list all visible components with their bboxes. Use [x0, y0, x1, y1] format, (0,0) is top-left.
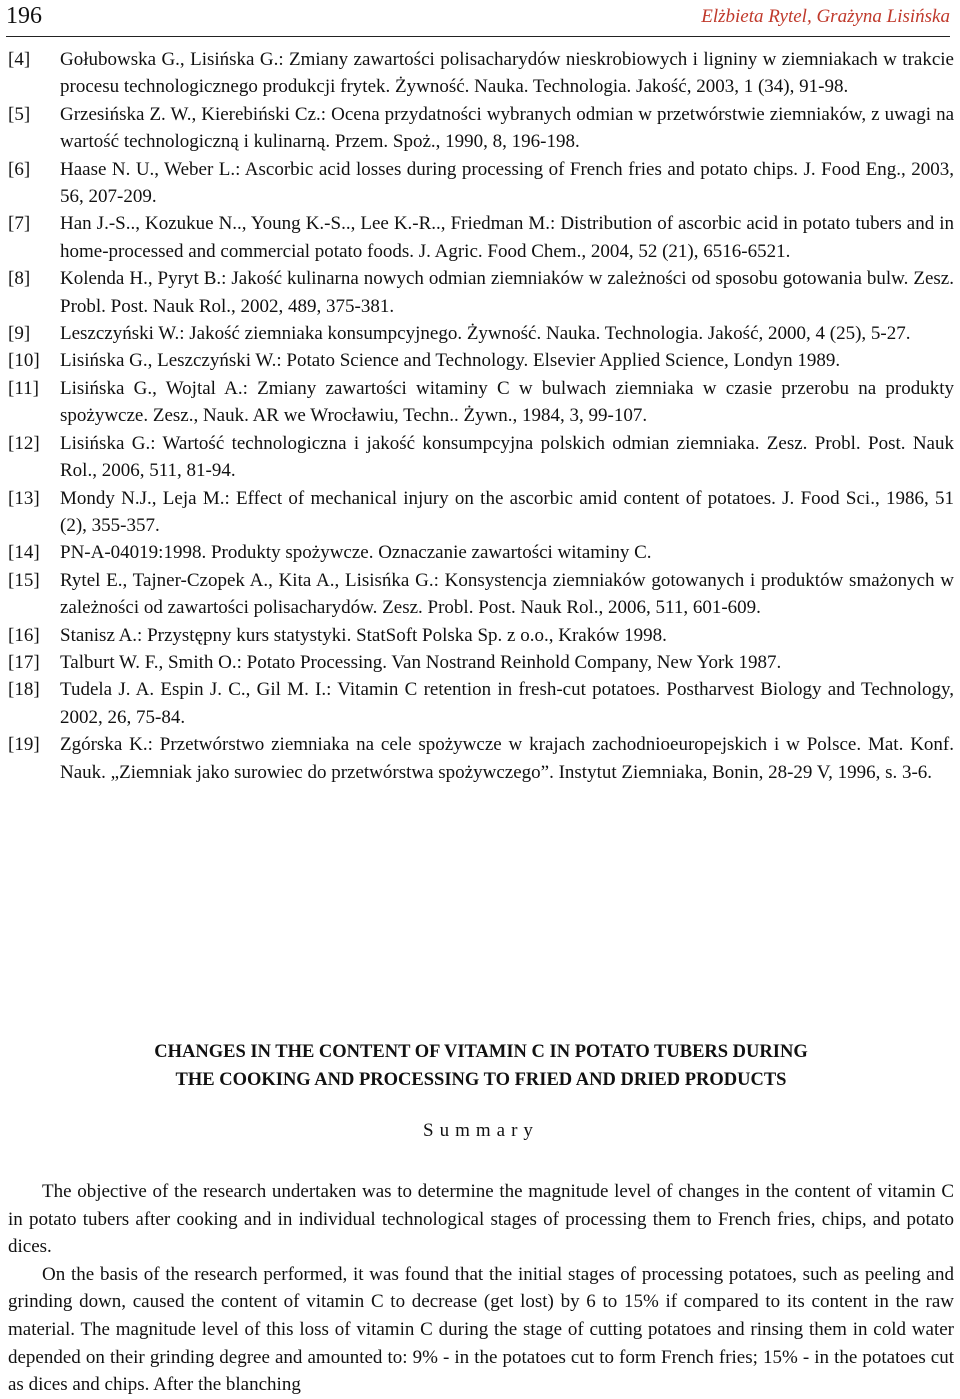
- reference-number: [10]: [8, 350, 40, 372]
- reference-text: Stanisz A.: Przystępny kurs statystyki. StatSoft Polska Sp. z o.o., Kraków 1998.: [60, 624, 667, 646]
- reference-item: [8, 430, 954, 485]
- english-title-line-1: CHANGES IN THE CONTENT OF VITAMIN C IN POTATO TUBERS DURING: [154, 1042, 808, 1062]
- reference-text: Haase N. U., Weber L.: Ascorbic acid losses during processing of French fries and potato chips. J. Food Eng., 2003, 56, 207-209.: [60, 158, 954, 208]
- reference-text: Han J.-S.., Kozukue N.., Young K.-S.., Lee K.-R.., Friedman M.: Distribution of ascorbic acid in potato tubers and in home-processed and commercial potato foods. J. Agric. Food Chem., 2004, 52 (21), 6516-6521.: [60, 213, 954, 262]
- english-title: [8, 1038, 954, 1094]
- reference-text: Rytel E., Tajner-Czopek A., Kita A., Lisisńka G.: Konsystencja ziemniaków gotowanych i produktów smażonych w zależności od zawartości polisacharydów. Zesz. Probl. Post. Nauk Rol., 2006, 511, 601-609.: [60, 569, 954, 619]
- reference-number: [8]: [8, 268, 31, 290]
- reference-number: [19]: [8, 734, 40, 756]
- reference-item: [8, 46, 954, 101]
- reference-number: [5]: [8, 103, 31, 125]
- reference-text: Lisińska G.: Wartość technologiczna i jakość konsumpcyjna polskich odmian ziemniaka. Zesz. Probl. Post. Nauk Rol., 2006, 511, 81-94.: [60, 432, 954, 482]
- summary-paragraph: On the basis of the research performed, it was found that the initial stages of processing potatoes, such as peeling and grinding down, caused the content of vitamin C to decrease (get lost) by 6 to 15% if compared to its content in the raw material. The magnitude level of this loss of vitamin C during the stage of cutting potatoes and rinsing them in cold water depended on their grinding degree and amounted to: 9% - in the potatoes cut to form French fries; 15% - in the potatoes cut as dices and chips. After the blanching: [8, 1263, 954, 1396]
- reference-item: [8, 622, 954, 649]
- reference-number: [15]: [8, 569, 40, 591]
- reference-text: PN-A-04019:1998. Produkty spożywcze. Oznaczanie zawartości witaminy C.: [60, 542, 652, 564]
- reference-item: [8, 210, 954, 265]
- running-author: Elżbieta Rytel, Grażyna Lisińska: [701, 6, 950, 27]
- reference-number: [6]: [8, 158, 31, 180]
- english-title-line-2: THE COOKING AND PROCESSING TO FRIED AND DRIED PRODUCTS: [175, 1070, 787, 1090]
- reference-number: [7]: [8, 213, 31, 235]
- reference-text: Grzesińska Z. W., Kierebiński Cz.: Ocena przydatności wybranych odmian w przetwórstwie ziemniaków, z uwagi na wartość technologiczną i kulinarną. Przem. Spoż., 1990, 8, 196-198.: [60, 103, 954, 153]
- reference-text: Lisińska G., Leszczyński W.: Potato Science and Technology. Elsevier Applied Science, Londyn 1989.: [60, 350, 841, 372]
- reference-number: [14]: [8, 542, 40, 564]
- reference-item: [8, 567, 954, 622]
- reference-number: [13]: [8, 487, 40, 509]
- page-number: 196: [6, 3, 42, 29]
- page-header: [6, 0, 950, 37]
- reference-item: [8, 101, 954, 156]
- summary-heading: Summary: [423, 1120, 539, 1141]
- summary-body: [8, 1178, 954, 1399]
- reference-text: Zgórska K.: Przetwórstwo ziemniaka na cele spożywcze w krajach zachodnioeuropejskich i w Polsce. Mat. Konf. Nauk. „Ziemniak jako surowiec do przetwórstwa spożywczego”. Instytut Ziemniaka, Bonin, 28-29 V, 1996, s. 3-6.: [60, 734, 954, 783]
- reference-text: Kolenda H., Pyryt B.: Jakość kulinarna nowych odmian ziemniaków w zależności od sposobu gotowania bulw. Zesz. Probl. Post. Nauk Rol., 2002, 489, 375-381.: [60, 268, 954, 317]
- reference-number: [16]: [8, 624, 40, 646]
- reference-text: Lisińska G., Wojtal A.: Zmiany zawartości witaminy C w bulwach ziemniaka w czasie przerobu na produkty spożywcze. Zesz., Nauk. AR we Wrocławiu, Techn.. Żywn., 1984, 3, 99-107.: [60, 377, 954, 427]
- reference-item: [8, 320, 954, 347]
- reference-item: [8, 265, 954, 320]
- reference-item: [8, 156, 954, 211]
- references-list: [8, 46, 954, 786]
- reference-text: Gołubowska G., Lisińska G.: Zmiany zawartości polisacharydów nieskrobiowych i ligniny w ziemniakach w trakcie procesu technologicznego produkcji frytek. Żywność. Nauka. Technologia. Jakość, 2003, 1 (34), 91-98.: [60, 49, 954, 98]
- reference-item: [8, 676, 954, 731]
- reference-text: Leszczyński W.: Jakość ziemniaka konsumpcyjnego. Żywność. Nauka. Technologia. Jakość, 2000, 4 (25), 5-27.: [60, 323, 911, 345]
- reference-text: Mondy N.J., Leja M.: Effect of mechanical injury on the ascorbic amid content of potatoes. J. Food Sci., 1986, 51 (2), 355-357.: [60, 487, 954, 536]
- reference-number: [4]: [8, 49, 31, 70]
- reference-item: [8, 731, 954, 786]
- reference-text: Talburt W. F., Smith O.: Potato Processing. Van Nostrand Reinhold Company, New York 1987.: [60, 651, 782, 673]
- reference-text: Tudela J. A. Espin J. C., Gil M. I.: Vitamin C retention in fresh-cut potatoes. Postharvest Biology and Technology, 2002, 26, 75-84.: [60, 679, 954, 728]
- summary-paragraph: The objective of the research undertaken was to determine the magnitude level of changes in the content of vitamin C in potato tubers after cooking and in individual technological stages of processing them to French fries, chips, and potato dices.: [8, 1181, 954, 1258]
- reference-number: [9]: [8, 323, 31, 345]
- reference-item: [8, 375, 954, 430]
- reference-number: [12]: [8, 432, 40, 454]
- reference-item: [8, 347, 954, 374]
- reference-item: [8, 539, 954, 566]
- reference-item: [8, 649, 954, 676]
- reference-number: [17]: [8, 651, 40, 673]
- reference-item: [8, 485, 954, 540]
- reference-number: [11]: [8, 377, 39, 399]
- reference-number: [18]: [8, 679, 40, 701]
